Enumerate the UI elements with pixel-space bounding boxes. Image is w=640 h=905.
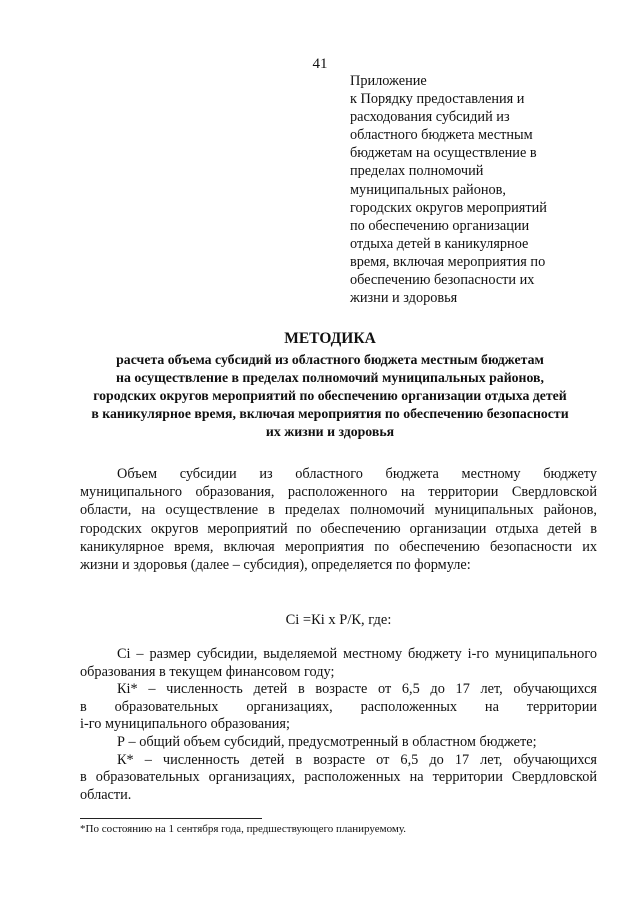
appendix-note [350,72,570,307]
paragraph-line: области, на осуществление в пределах полномочий муниципальных районов, [80,502,597,519]
paragraph-line: жизни и здоровья (далее – субсидия), определяется по формуле: [80,557,471,574]
footnote: *По состоянию на 1 сентября года, предшествующего планируемому. [80,823,406,835]
definition-line: области. [80,786,132,803]
appendix-line: отдыха детей в каникулярное [350,235,529,252]
appendix-line: время, включая мероприятия по [350,253,546,270]
definition-line: образования в текущем финансовом году; [80,663,335,680]
definition-line: в образовательных организациях, расположенных на территории Свердловской [80,769,597,786]
appendix-line: областного бюджета местным [350,127,533,144]
definition-line: Сi – размер субсидии, выделяемой местному бюджету i-го муниципального [117,646,597,662]
definition-line: К* – численность детей в возрасте от 6,5 до 17 лет, обучающихся [117,751,597,768]
title-line: в каникулярное время, включая мероприятия по обеспечению безопасности [91,406,569,422]
appendix-line: городских округов мероприятий [350,199,547,216]
definition-line: Кi* – численность детей в возрасте от 6,5 до 17 лет, обучающихся [117,681,597,698]
title-line: городских округов мероприятий по обеспечению организации отдыха детей [93,388,567,404]
title-subtitle [80,351,580,441]
appendix-line: обеспечению безопасности их [350,272,535,289]
appendix-line: жизни и здоровья [350,290,458,307]
appendix-line: муниципальных районов, [350,181,506,198]
title-heading: МЕТОДИКА [284,330,376,347]
paragraph-line: муниципального образования, расположенного на территории Свердловской [80,484,597,501]
appendix-line: Приложение [350,73,427,89]
formula: Сi =Кi х Р/К, где: [285,612,392,628]
document-title [80,329,580,441]
page-number: 41 [312,56,328,72]
paragraph-line: городских округов мероприятий по обеспечению организации отдыха детей в [80,520,597,537]
title-line: расчета объема субсидий из областного бюджета местным бюджетам [116,352,544,367]
intro-paragraph [80,465,597,574]
definition-line: Р – общий объем субсидий, предусмотренный в областном бюджете; [117,733,537,750]
title-line: их жизни и здоровья [265,424,395,440]
footnote-divider [80,818,262,819]
paragraph-line: каникулярное время, включая мероприятия по обеспечению безопасности их [80,538,597,555]
appendix-line: бюджетам на осуществление в [350,145,537,162]
formula-definitions [80,646,597,804]
appendix-line: к Порядку предоставления и [350,91,525,108]
definition-line: в образовательных организациях, расположенных на территории [80,698,597,715]
appendix-line: по обеспечению организации [350,217,530,234]
title-line: на осуществление в пределах полномочий муниципальных районов, [116,370,544,386]
appendix-line: расходования субсидий из [350,109,510,126]
definition-line: i-го муниципального образования; [80,716,290,733]
appendix-line: пределах полномочий [350,163,484,180]
paragraph-line: Объем субсидии из областного бюджета местному бюджету [117,466,597,482]
